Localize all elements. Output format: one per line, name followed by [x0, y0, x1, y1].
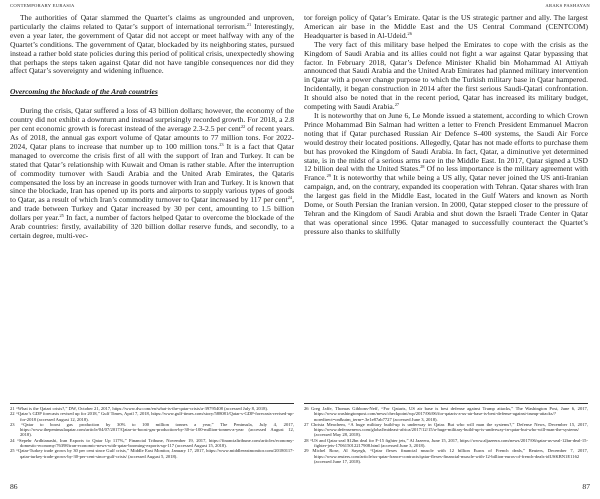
- section-heading: Overcoming the blockade of the Arab countries: [10, 87, 158, 97]
- footnote: 25 “Qatar-Turkey trade grows by 30 per cent since Gulf crisis,” Middle East Monitor, January 17, 2017, https://www.middleeastmonitor.com/20180117-qatar-turkey-trade-grows-by-30-per-cent-since-gulf-crisis/ (accessed August 5, 2018).: [10, 448, 294, 459]
- footnote: 29 Michel Rose, Al Sayegh, “Qatar flexes financial muscle with 12 billion Euros of French deals,” Reuters, December 7, 2017, https://www.reuters.com/article/us-qatar-france-contracts/qatar-flexes-financial-muscle-with-12-billion-euros-of-french-deals-idUSKBN1E1162 (accessed June 17, 2018).: [304, 448, 588, 464]
- footnotes-left: [10, 403, 294, 459]
- footnote: 23 “Qatar to boost gas production by 30% to 100 million tonnes a year,” The Peninsula, July 4, 2017, https://www.thepeninsulaqatar.com/article/04/07/2017/Qatar-to-boost-gas-production-by-30-to-100-million-tonnes-a-year (accessed August 12, 2018).: [10, 421, 294, 438]
- footnotes-right: [304, 403, 588, 464]
- paragraph: During the crisis, Qatar suffered a loss of 43 billion dollars; however, the economy of the country did not exhibit a downturn and instead surprisingly recorded growth. For 2018, a 2.8 per cent economic growth is forecast instead of the average 2.3-2.5 per cent$^{22}$ of recent years. As of 2018, the annual gas export volume of Qatar amounts to 77 million tons. For 2022-2024, Qatar plans to increase that number up to 100 million tons.$^{23}$ It is a fact that Qatar managed to overcome the crisis first of all with the support of Iran and Turkey. It can be stated that Qatar’s relationship with Kuwait and Oman is rather stable. After the interruption of commodity turnover with Saudi Arabia and the United Arab Emirates, the Qataris compensated the loss by an increase in goods turnover with Iran and Turkey. It is known that since the blockade, Iran has opened up its ports and airports to supply various types of goods to Qatar, as a result of which Iran’s commodity turnover to Qatar increased by 117 per cent$^{24}$, and trade between Turkey and Qatar increased by 30 per cent, amounting to 1.5 billion dollars per year.$^{25}$ In fact, a number of factors helped Qatar to overcome the blockade of the Arab countries: firstly, availability of 320 billion dollar reserve funds, and secondly, to a certain degree, multi-vec-: [10, 106, 294, 240]
- footnote: 28 “US and Qatar seal $12bn deal for F-15 fighter jets,” Al Jazeera, June 15, 2017, https://www.aljazeera.com/news/2017/06/qatar-us-seal-12bn-deal-15-fighter-jets-170615012217908.html (accessed June 3, 2018).: [304, 437, 588, 449]
- left-column: [10, 14, 294, 241]
- page-number-left: 86: [10, 482, 18, 491]
- paragraph: tor foreign policy of Qatar’s Emirate. Qatar is the US strategic partner and ally. The largest American air base in the Middle East and the US Central Command (CENTCOM) Headquarter is based in Al-Udeid.$^{26}$: [304, 13, 588, 40]
- page-number-right: 87: [582, 482, 590, 491]
- paragraph: It is noteworthy that on June 6, Le Monde issued a statement, according to which Crown Prince Mohammad Bin Salman had written a letter to French President Emmanuel Macron noting that if Qatar purchased Russian Air Defence S-400 systems, the Saudi Air Force would destroy their located positions. Allegedly, Qatar has not made efforts to purchase them but has provoked the Kingdom of Saudi Arabia. In fact, Qatar, a diminutive yet determined state, is in the midst of a serious arms race in the Middle East. In 2017, Qatar signed a USD 12 billion deal with the United States.$^{28}$ Of no less importance is the military agreement with France.$^{29}$ It is noteworthy that while being a US ally, Qatar never joined the US anti-Iranian campaign, and, on the contrary, expanded its cooperation with Tehran. Qatar shares with Iran the largest gas field in the Middle East, located in the Gulf Waters and known as North Dome, or South Persian the Iranian version. In 2000, Qatar stepped closer to the pressure of Tehran and the Kingdom of Saudi Arabia and shut down the Israeli Trade Center in Qatar that was operational since 1996. Qatar managed to successfully counteract the Quartet’s pressure also thanks to skilfully: [304, 110, 588, 236]
- footnote: 24 “Sepehr Ardhianashi, Iran Exports to Qatar Up 117%,” Financial Tribune, November 19, 2017, https://financialtribune.com/articles/economy-domestic-economy/76398/iran-economic-news-with-qatar-booming-exports-up-117 (accessed August 15, 2018).: [10, 437, 294, 449]
- footnote: 22 “Qatar’s GDP forecasts revised up for 2018,” Gulf Times, April 7, 2018, https://www.gulf-times.com/story/588081/Qatar-s-GDP-forecasts-revised-up-for-2018 (accessed August 12, 2018).: [10, 411, 294, 422]
- paragraph: The authorities of Qatar slammed the Quartet’s claims as ungrounded and unproven, particularly the claims related to Qatar’s support of international terrorism.$^{21}$ Interestingly, even a year later, the government of Qatar did not accept or meet halfway with any of the Quartet’s conditions. The government of Qatar, blockaded by its neighboring states, pursued instead a rather bold state policies during this period of political crisis, unexpectedly showing that perhaps the steps taken against Qatar did not have tangible consequences nor did they affect Qatar’s sovereignty and widening influence.: [10, 13, 294, 76]
- paragraph: The very fact of this military base helped the Emirates to cope with the crisis as the Kingdom of Saudi Arabia and its allies could not fight a war against Qatar bypassing that factor. In February 2018, Qatar’s Defence Minister Khalid bin Mohammad Al Attiyah announced that Saudi Arabia and the United Arab Emirates had planned military intervention in Qatar with a power change purpose to which the Turkish military base in Qatar hampered. Incidentally, it began construction in 2014 after the first serious Saudi-Qatari confrontation. It should also be noted that in the recent period, Qatar has increased its military budget, competing with Saudi Arabia.$^{27}$: [304, 39, 588, 112]
- footnote: 26 Greg Jaffe, Thomas Gibbons-Neff, “For Qataris, US air base is best defense against Trump attacks,” The Washington Post, June 6, 2017, https://www.washingtonpost.com/news/checkpoint/wp/2017/06/06/for-qataris-a-us-air-base-is-best-defense-against-trump-attacks/?noredirect=on&utm_term=.3e1e87ab7727 (accessed June 3, 2018).: [304, 406, 588, 422]
- right-column: [304, 14, 588, 237]
- running-header-left: CONTEMPORARY EURASIA: [10, 3, 75, 8]
- running-header-right: ARAKS PASHAYAN: [545, 3, 590, 8]
- footnote: 21 “What is the Qatari crisis?,” DW, October 21, 2017, https://www.dw.com/en/what-is-the-qatar-crisis/a-39795408 (accessed July 8, 2018).: [10, 406, 269, 411]
- footnote: 27 Christa Meachem, “A huge military build-up is underway in Qatar. But who will man the systems?,” Defense News, December 15, 2017, https://www.defensenews.com/global/mideast-africa/2017/12/15/a-huge-military-build-up-is-underway-in-qatar-but-who-will-man-the-systems/ (accessed May 28, 2018).: [304, 421, 588, 438]
